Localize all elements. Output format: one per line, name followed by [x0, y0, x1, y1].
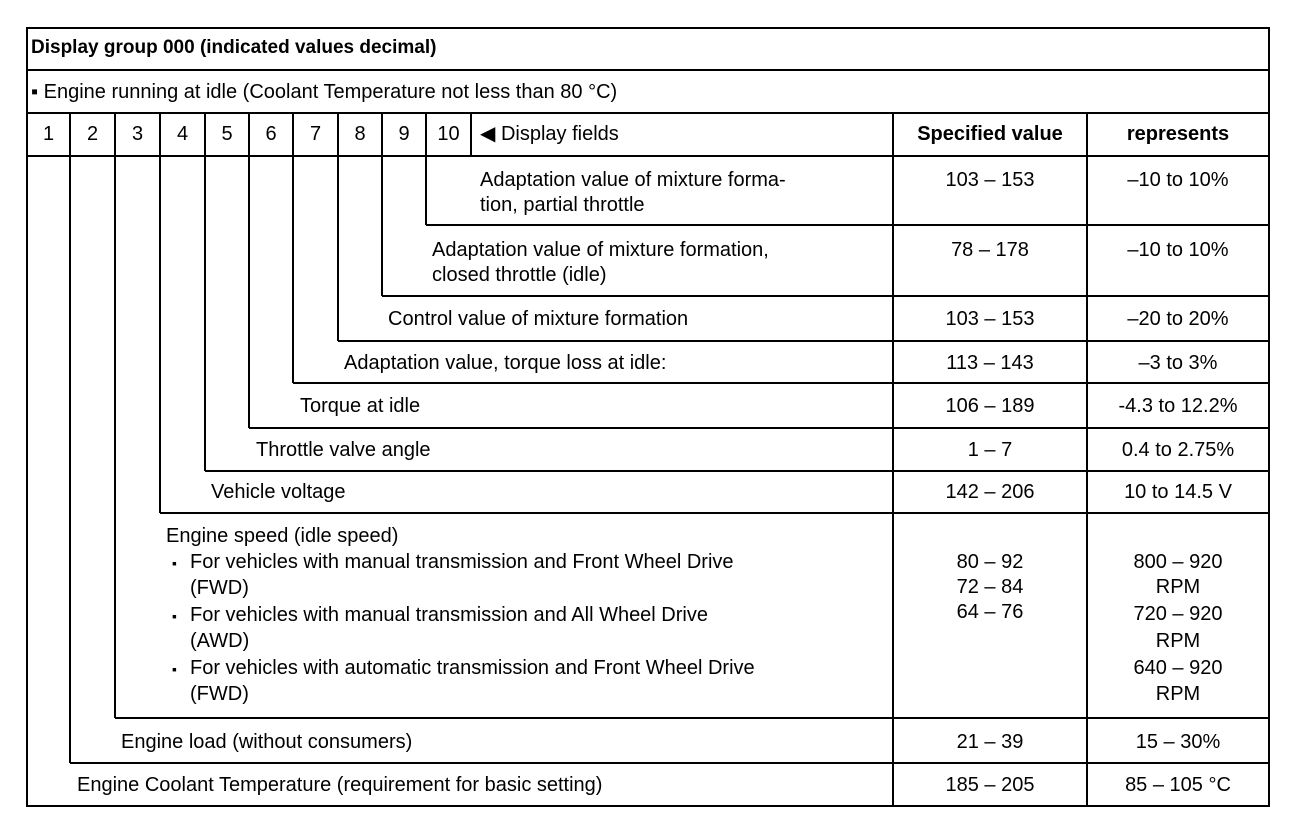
row-1-description: Engine Coolant Temperature (requirement for basic setting) — [77, 774, 603, 796]
row-10-specified: 103 – 153 — [945, 169, 1035, 191]
row-2-description: Engine load (without consumers) — [121, 731, 413, 753]
row-7-description: Adaptation value, torque loss at idle: — [344, 352, 667, 374]
col-3: 3 — [131, 123, 144, 145]
row-8-description: Control value of mixture formation — [388, 308, 689, 330]
represents-header: represents — [1126, 123, 1230, 145]
row-6-specified: 106 – 189 — [945, 395, 1035, 417]
row-3-represents-4: RPM — [1155, 630, 1201, 652]
col-7: 7 — [309, 123, 322, 145]
row-3-specified-3: 64 – 76 — [956, 601, 1024, 623]
row-3-bullet-1-cont: (FWD) — [190, 577, 249, 599]
row-5-specified: 1 – 7 — [967, 439, 1013, 461]
row-3-represents-3: 720 – 920 — [1133, 603, 1223, 625]
row-10-description-cont: tion, partial throttle — [480, 194, 645, 216]
row-3-represents-2: RPM — [1155, 576, 1201, 598]
row-3-bullet-1: For vehicles with manual transmission and Front Wheel Drive — [190, 551, 734, 573]
row-2-specified: 21 – 39 — [956, 731, 1024, 753]
condition-text: ▪ Engine running at idle (Coolant Temperature not less than 80 °C) — [31, 81, 618, 103]
col-9: 9 — [398, 123, 410, 145]
col-8: 8 — [354, 123, 366, 145]
row-8-specified: 103 – 153 — [945, 308, 1035, 330]
col-4: 4 — [176, 123, 189, 145]
row-3-specified-2: 72 – 84 — [956, 576, 1024, 598]
row-3-bullet-2: For vehicles with manual transmission and All Wheel Drive — [190, 604, 708, 626]
row-5-description: Throttle valve angle — [256, 439, 431, 461]
row-10-description: Adaptation value of mixture forma- — [480, 169, 786, 191]
row-6-description: Torque at idle — [300, 395, 421, 417]
col-1: 1 — [42, 123, 55, 145]
row-1-specified: 185 – 205 — [945, 774, 1035, 796]
row-3-bullet-3-cont: (FWD) — [190, 683, 249, 705]
specified-value-header: Specified value — [917, 123, 1063, 145]
row-9-represents: –10 to 10% — [1127, 239, 1229, 261]
row-8-represents: –20 to 20% — [1127, 308, 1229, 330]
row-6-represents: -4.3 to 12.2% — [1118, 395, 1238, 417]
col-6: 6 — [265, 123, 277, 145]
row-9-specified: 78 – 178 — [951, 239, 1029, 261]
bullet-icon: ▪ — [172, 608, 177, 624]
row-3-represents-6: RPM — [1155, 683, 1201, 705]
row-3-represents-5: 640 – 920 — [1133, 657, 1223, 679]
row-4-represents: 10 to 14.5 V — [1124, 481, 1232, 503]
bullet-icon: ▪ — [172, 555, 177, 571]
row-7-specified: 113 – 143 — [946, 352, 1034, 374]
col-10: 10 — [437, 123, 460, 145]
row-1-represents: 85 – 105 °C — [1125, 774, 1231, 796]
row-10-represents: –10 to 10% — [1127, 169, 1229, 191]
row-7-represents: –3 to 3% — [1138, 352, 1218, 374]
row-3-bullet-2-cont: (AWD) — [190, 630, 250, 652]
row-5-represents: 0.4 to 2.75% — [1121, 439, 1235, 461]
row-9-description: Adaptation value of mixture formation, — [432, 239, 769, 261]
table-title: Display group 000 (indicated values decimal) — [31, 37, 437, 58]
row-9-description-cont: closed throttle (idle) — [432, 264, 607, 286]
col-2: 2 — [86, 123, 99, 145]
row-3-bullet-3: For vehicles with automatic transmission and Front Wheel Drive — [190, 657, 755, 679]
bullet-icon: ▪ — [172, 661, 177, 677]
row-3-represents-1: 800 – 920 — [1133, 551, 1223, 573]
row-3-heading: Engine speed (idle speed) — [166, 525, 399, 547]
row-3-specified-1: 80 – 92 — [956, 551, 1024, 573]
row-2-represents: 15 – 30% — [1135, 731, 1221, 753]
row-4-specified: 142 – 206 — [945, 481, 1035, 503]
display-fields-label: ◀ Display fields — [480, 123, 619, 145]
row-4-description: Vehicle voltage — [211, 481, 346, 503]
col-5: 5 — [221, 123, 233, 145]
